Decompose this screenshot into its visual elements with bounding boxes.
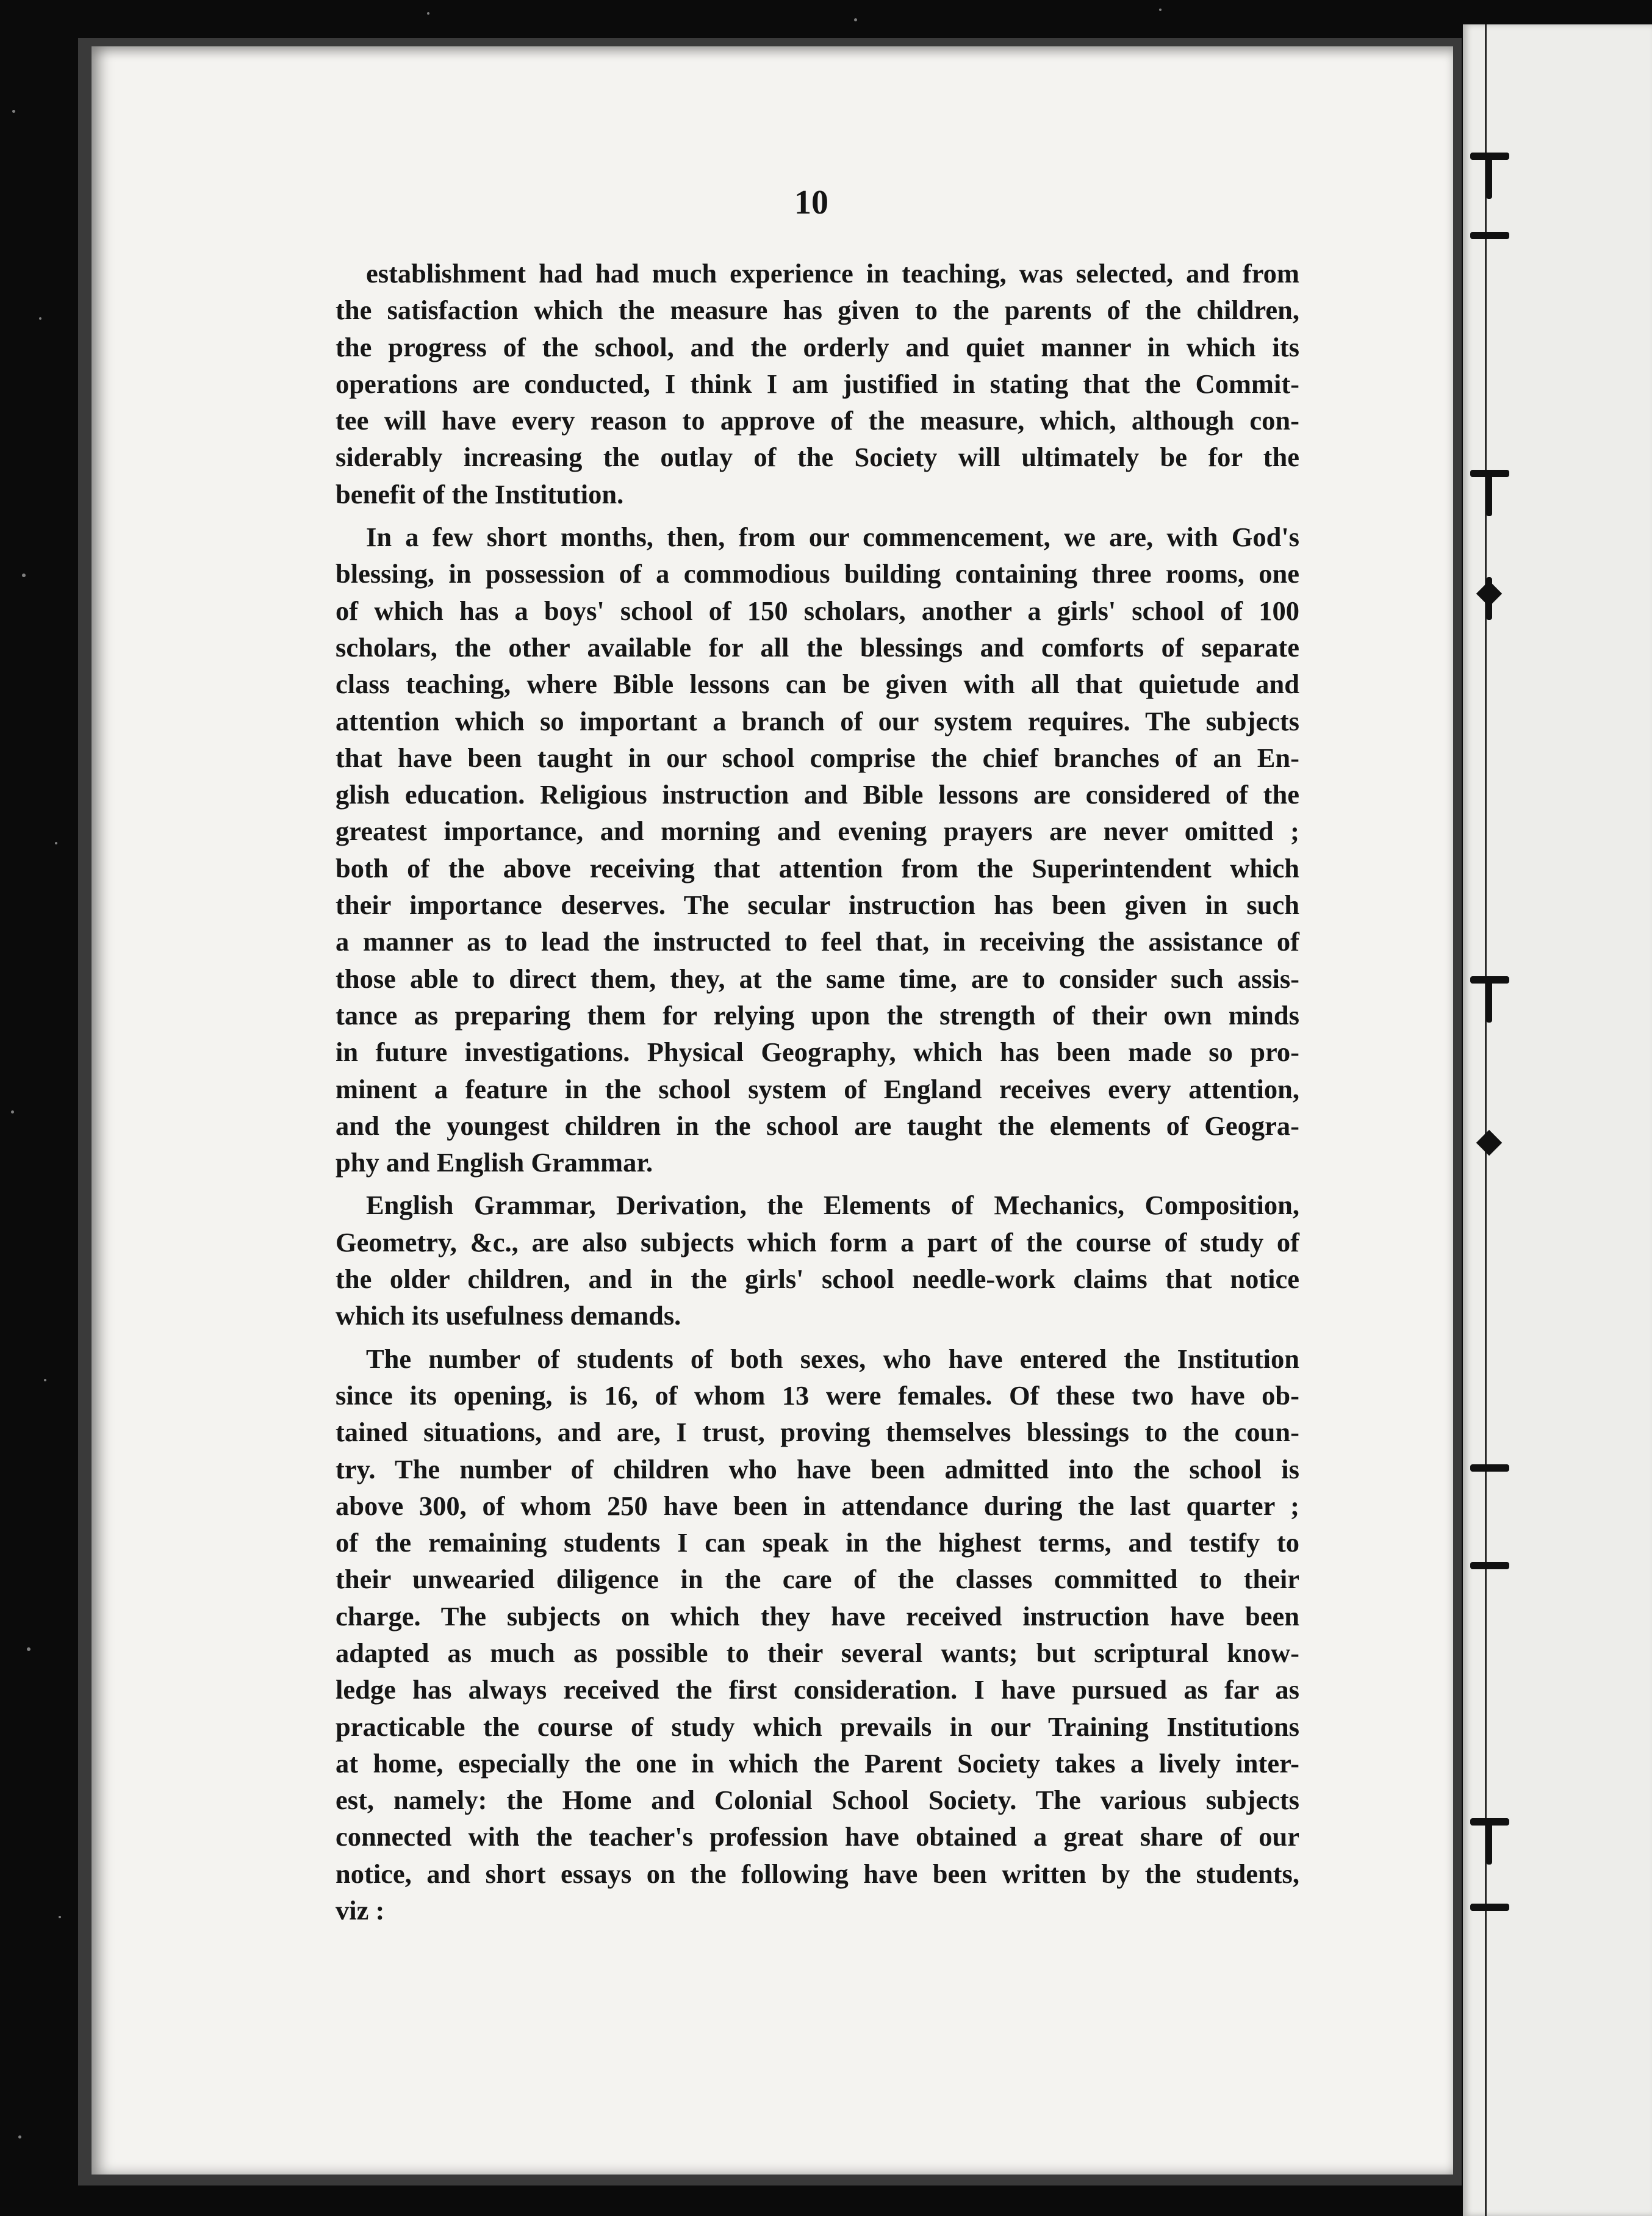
text-line: scholars, the other available for all the blessings and comforts of separate: [336, 631, 1299, 663]
text-line: The number of students of both sexes, who have entered the Institution: [366, 1343, 1299, 1374]
speckle: [18, 2135, 21, 2139]
speckle: [27, 1647, 31, 1651]
speckle: [427, 12, 429, 15]
speckle: [55, 842, 57, 844]
speckle: [11, 1110, 14, 1113]
binding-stitch: [1459, 1123, 1520, 1178]
binding-stitch: [1459, 153, 1520, 207]
text-line: siderably increasing the outlay of the Society will ultimately be for the: [336, 442, 1299, 473]
binding-stitch: [1459, 1904, 1520, 1959]
text-line: which its usefulness demands.: [336, 1300, 681, 1331]
text-line: viz :: [336, 1895, 385, 1926]
text-line: blessing, in possession of a commodious building containing three rooms, one: [336, 558, 1299, 589]
paragraph: [336, 255, 1299, 513]
text-line: the satisfaction which the measure has given to the parents of the children,: [336, 295, 1299, 326]
speckle: [854, 18, 857, 21]
text-line: phy and English Grammar.: [336, 1147, 653, 1178]
binding-stitch: [1459, 976, 1520, 1031]
text-line: the progress of the school, and the orderly and quiet manner in which its: [336, 331, 1299, 362]
text-line: charge. The subjects on which they have received instruction have been: [336, 1600, 1299, 1631]
text-line: In a few short months, then, from our commencement, we are, with God's: [366, 522, 1299, 553]
text-line: try. The number of children who have been admitted into the school is: [336, 1453, 1299, 1484]
text-line: operations are conducted, I think I am justified in stating that the Commit-: [336, 368, 1299, 399]
binding-stitch: [1459, 232, 1520, 287]
binding-stitch: [1459, 574, 1520, 628]
text-line: at home, especially the one in which the Parent Society takes a lively inter-: [336, 1747, 1299, 1779]
text-line: ledge has always received the first consideration. I have pursued as far as: [336, 1674, 1299, 1705]
text-line: that have been taught in our school comprise the chief branches of an En-: [336, 742, 1299, 773]
body-text: [336, 255, 1299, 1935]
text-line: practicable the course of study which prevails in our Training Institutions: [336, 1711, 1299, 1742]
text-line: glish education. Religious instruction and Bible lessons are considered of the: [336, 779, 1299, 810]
binding-stitch: [1459, 470, 1520, 525]
paragraph: [336, 519, 1299, 1181]
text-line: and the youngest children in the school are taught the elements of Geogra-: [336, 1110, 1299, 1141]
binding-spine-line: [1485, 24, 1487, 2216]
speckle: [39, 317, 41, 320]
text-line: English Grammar, Derivation, the Elements of Mechanics, Composition,: [366, 1190, 1299, 1221]
text-line: benefit of the Institution.: [336, 478, 624, 509]
binding-stitch: [1459, 1562, 1520, 1617]
text-line: those able to direct them, they, at the same time, are to consider such assis-: [336, 963, 1299, 994]
text-line: connected with the teacher's profession have obtained a great share of our: [336, 1821, 1299, 1852]
text-line: their unwearied diligence in the care of the classes committed to their: [336, 1564, 1299, 1595]
speckle: [59, 1916, 61, 1918]
text-line: Geometry, &c., are also subjects which form a part of the course of study of: [336, 1226, 1299, 1257]
text-line: greatest importance, and morning and evening prayers are never omitted ;: [336, 816, 1299, 847]
text-line: est, namely: the Home and Colonial School Society. The various subjects: [336, 1785, 1299, 1816]
speckle: [1159, 9, 1162, 11]
text-line: both of the above receiving that attention from the Superintendent which: [336, 852, 1299, 883]
text-line: tance as preparing them for relying upon the strength of their own minds: [336, 999, 1299, 1031]
text-line: tee will have every reason to approve of the measure, which, although con-: [336, 405, 1299, 436]
text-line: a manner as to lead the instructed to feel that, in receiving the assistance of: [336, 926, 1299, 957]
text-line: establishment had had much experience in teaching, was selected, and from: [366, 258, 1299, 289]
text-line: their importance deserves. The secular instruction has been given in such: [336, 890, 1299, 921]
text-line: the older children, and in the girls' school needle-work claims that notice: [336, 1264, 1299, 1295]
binding-stitch: [1459, 1464, 1520, 1519]
text-line: of which has a boys' school of 150 scholars, another a girls' school of 100: [336, 595, 1299, 626]
text-line: notice, and short essays on the following have been written by the students,: [336, 1858, 1299, 1889]
text-line: minent a feature in the school system of England receives every attention,: [336, 1073, 1299, 1104]
text-line: of the remaining students I can speak in the highest terms, and testify to: [336, 1527, 1299, 1558]
text-line: adapted as much as possible to their several wants; but scriptural know-: [336, 1637, 1299, 1668]
page-number: 10: [794, 184, 828, 221]
text-line: in future investigations. Physical Geography, which has been made so pro-: [336, 1037, 1299, 1068]
binding-stitch: [1459, 1818, 1520, 1873]
text-line: attention which so important a branch of our system requires. The subjects: [336, 705, 1299, 736]
paragraph: [336, 1187, 1299, 1334]
text-line: above 300, of whom 250 have been in attendance during the last quarter ;: [336, 1490, 1299, 1521]
text-line: tained situations, and are, I trust, proving themselves blessings to the coun-: [336, 1417, 1299, 1448]
text-line: since its opening, is 16, of whom 13 were females. Of these two have ob-: [336, 1380, 1299, 1411]
paragraph: [336, 1340, 1299, 1929]
adjacent-page-leaf: [1463, 24, 1652, 2216]
text-line: class teaching, where Bible lessons can be given with all that quietude and: [336, 669, 1299, 700]
speckle: [22, 574, 26, 577]
speckle: [12, 110, 15, 113]
speckle: [44, 1379, 46, 1381]
